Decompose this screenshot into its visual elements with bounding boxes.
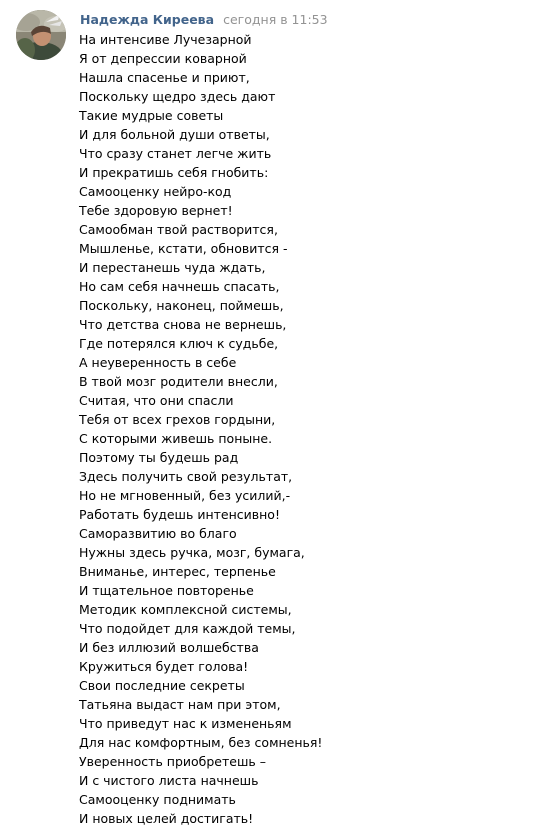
message-line: И перестанешь чуда ждать, <box>79 260 266 275</box>
message-line: Поскольку, наконец, поймешь, <box>79 298 284 313</box>
message-line: Мышленье, кстати, обновится - <box>79 241 288 256</box>
message-line: И новых целей достигать! <box>79 811 254 826</box>
message-text <box>79 30 539 828</box>
message-line: Вниманье, интерес, терпенье <box>79 564 276 579</box>
message-line: Что детства снова не вернешь, <box>79 317 287 332</box>
message-line: Самообман твой растворится, <box>79 222 278 237</box>
message-line: И тщательное повторенье <box>79 583 254 598</box>
message-header <box>80 10 328 27</box>
message-line: И с чистого листа начнешь <box>79 773 259 788</box>
message-line: На интенсиве Лучезарной <box>79 32 252 47</box>
message-line: Тебя от всех грехов гордыни, <box>79 412 276 427</box>
message-line: И для больной души ответы, <box>79 127 270 142</box>
message-line: Методик комплексной системы, <box>79 602 292 617</box>
message-line: Что подойдет для каждой темы, <box>79 621 296 636</box>
message-line: Где потерялся ключ к судьбе, <box>79 336 279 351</box>
message-line: Уверенность приобретешь – <box>79 754 266 769</box>
message-line: Татьяна выдаст нам при этом, <box>79 697 281 712</box>
message-line: Для нас комфортным, без сомненья! <box>79 735 323 750</box>
message-line: Но сам себя начнешь спасать, <box>79 279 280 294</box>
message-line: Нужны здесь ручка, мозг, бумага, <box>79 545 305 560</box>
message-line: Самооценку нейро-код <box>79 184 232 199</box>
message-line: Такие мудрые советы <box>79 108 224 123</box>
message-line: Кружиться будет голова! <box>79 659 249 674</box>
message-line: Тебе здоровую вернет! <box>79 203 233 218</box>
message-line: С которыми живешь поныне. <box>79 431 273 446</box>
message-line: Самооценку поднимать <box>79 792 236 807</box>
message-line: Работать будешь интенсивно! <box>79 507 280 522</box>
message-line: Считая, что они спасли <box>79 393 234 408</box>
user-photo-avatar <box>16 10 66 60</box>
message-line: Что приведут нас к измененьям <box>79 716 292 731</box>
message-line: Свои последние секреты <box>79 678 245 693</box>
message-line: Здесь получить свой результат, <box>79 469 293 484</box>
message-line: В твой мозг родители внесли, <box>79 374 278 389</box>
message-line: Но не мгновенный, без усилий,- <box>79 488 291 503</box>
message-line: Нашла спасенье и приют, <box>79 70 250 85</box>
avatar[interactable] <box>16 10 66 60</box>
message-line: Поэтому ты будешь рад <box>79 450 239 465</box>
message-timestamp[interactable]: сегодня в 11:53 <box>223 12 328 27</box>
message-line: Поскольку щедро здесь дают <box>79 89 276 104</box>
message-line: Саморазвитию во благо <box>79 526 237 541</box>
message-line: Я от депрессии коварной <box>79 51 247 66</box>
message-line: Что сразу станет легче жить <box>79 146 272 161</box>
message-line: И прекратишь себя гнобить: <box>79 165 269 180</box>
message-line: И без иллюзий волшебства <box>79 640 259 655</box>
message-line: А неуверенность в себе <box>79 355 237 370</box>
author-name[interactable]: Надежда Киреева <box>80 12 215 27</box>
